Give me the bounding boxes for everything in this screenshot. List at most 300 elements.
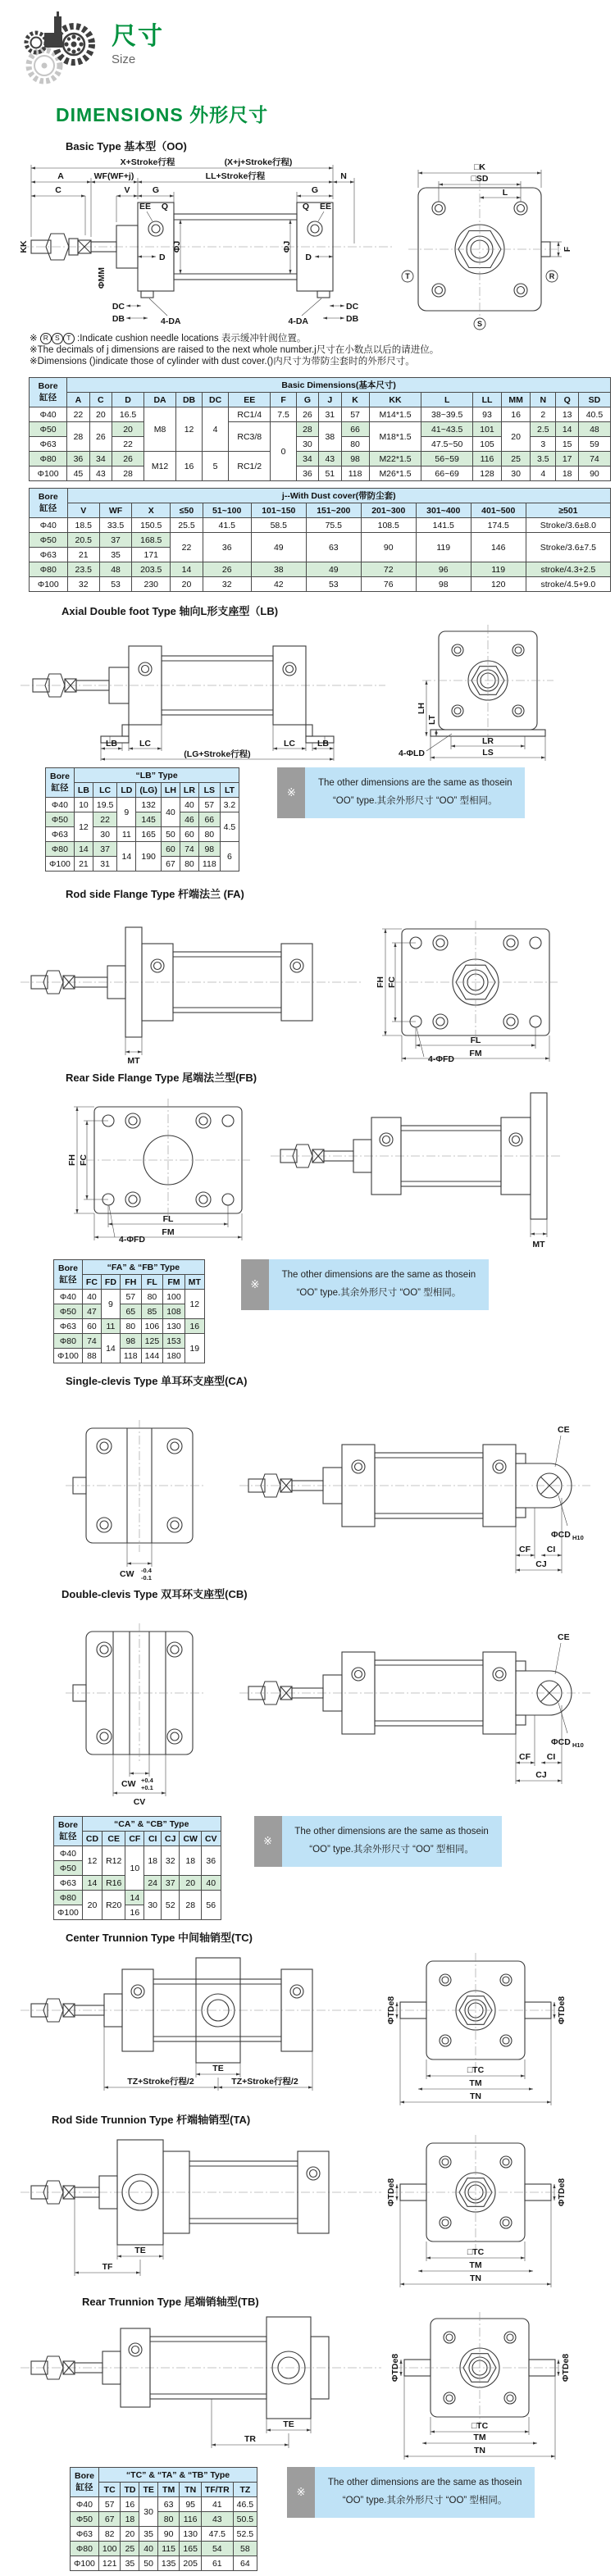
table-cell: Φ50: [71, 2512, 99, 2527]
column-header: LR: [180, 783, 198, 798]
dim-label-te: TE: [283, 2419, 294, 2429]
note-line-2: “OO” type.其余外形尺寸 “OO” 型相同。: [296, 1287, 462, 1298]
table-cell: 26: [296, 407, 318, 422]
fb-dimension-labels: [67, 1154, 545, 1249]
bore-column-header: Bore 缸径: [46, 768, 75, 798]
cb-side-view: [239, 1652, 590, 1734]
note-line-2: “OO” type.其余外形尺寸 “OO” 型相同。: [332, 795, 498, 806]
dim-label-fh: FH: [67, 1154, 77, 1166]
table-cell: 43: [319, 452, 341, 467]
table-cell: Φ40: [46, 798, 75, 812]
circled-t: T: [63, 333, 75, 344]
table-cell: 165: [136, 827, 162, 842]
dimension-table: [70, 2467, 257, 2571]
table-cell: Φ40: [71, 2497, 99, 2512]
column-header: TN: [180, 2483, 202, 2497]
table-cell: 41~43.5: [421, 422, 473, 437]
page-header: [0, 0, 615, 93]
table-cell: Stroke/3.6±7.5: [526, 533, 610, 562]
dim-label-td: ΦTDe8: [557, 2178, 567, 2207]
cushion-r-label: R: [549, 272, 555, 280]
table-cell: 25.5: [171, 518, 203, 533]
dim-label-tm: TM: [473, 2433, 486, 2442]
table-cell: Φ80: [30, 452, 67, 467]
table-cell: 16: [184, 1319, 204, 1334]
table-cell: 43: [201, 2512, 233, 2527]
table-cell: 9: [101, 1290, 120, 1319]
oo-drawing: [16, 155, 599, 331]
note-box: [241, 1259, 489, 1310]
ca-drawing: [16, 1391, 599, 1582]
table-cell: 41: [201, 2497, 233, 2512]
dim-label-mt: MT: [127, 1056, 140, 1066]
table-cell: 0: [271, 422, 296, 481]
ca-dimension-labels: [120, 1425, 584, 1582]
section-title-lb: Axial Double foot Type 轴向L形支座型（LB): [61, 605, 279, 617]
table-cell: M18*1.5: [369, 422, 421, 452]
dim-label-mm: ΦMM: [97, 266, 107, 289]
table-cell: 12: [82, 1846, 102, 1876]
table-cell: 14: [101, 1334, 120, 1363]
dim-label-tz: TZ+Stroke行程/2: [127, 2077, 194, 2087]
dim-label-dc: DC: [112, 302, 125, 312]
basic-dimensions-table: [29, 377, 615, 481]
dim-label-te: TE: [212, 2064, 224, 2073]
table-row: [46, 798, 239, 812]
column-header: C: [89, 393, 112, 407]
ca-bracket-face-view: [66, 1420, 205, 1552]
table-cell: 205: [180, 2556, 202, 2571]
table-cell: 47: [82, 1304, 101, 1319]
table-cell: 20: [502, 422, 531, 452]
dim-label-tc: □TC: [471, 2421, 489, 2431]
note-text: [315, 2467, 535, 2518]
column-header: G: [296, 393, 318, 407]
section-title-tb: Rear Trunnion Type 尾端销轴型(TB): [82, 2296, 259, 2308]
table-cell: Φ50: [30, 533, 68, 548]
column-header: F: [271, 393, 296, 407]
table-cell: 14: [171, 562, 203, 577]
tc-dimension-labels: [127, 1996, 567, 2101]
table-cell: Φ80: [71, 2542, 99, 2556]
dim-label-a: A: [57, 171, 64, 181]
table-cell: 20: [112, 422, 144, 437]
table-cell: 58.5: [251, 518, 306, 533]
table-cell: M12: [144, 452, 176, 481]
cb-bracket-face-view: [66, 1623, 205, 1764]
table-cell: 101: [472, 422, 501, 437]
table-cell: 40: [139, 2542, 157, 2556]
dim-label-tc: □TC: [467, 2065, 485, 2075]
dim-label-lc: LC: [139, 739, 151, 749]
column-header: TC: [98, 2483, 121, 2497]
dim-label-sd: □SD: [471, 174, 489, 184]
table-cell: 64: [233, 2556, 257, 2571]
tatb-table: [70, 2467, 257, 2571]
dim-label-q: Q: [161, 202, 169, 212]
table-cell: 116: [180, 2512, 202, 2527]
table-cell: 58: [233, 2542, 257, 2556]
fa-dimension-lines: [125, 929, 549, 1058]
table-cell: 67: [98, 2512, 121, 2527]
dimension-table: [53, 1259, 205, 1363]
column-header: LD: [117, 783, 136, 798]
table-cell: 118: [120, 1349, 141, 1363]
dim-label-kk: KK: [19, 240, 29, 253]
table-cell: 5: [203, 452, 229, 481]
note-text: [282, 1816, 502, 1867]
column-header: 401~500: [471, 503, 526, 518]
table-cell: 28: [296, 422, 318, 437]
table-row: [46, 812, 239, 827]
fafb-table-row: [53, 1259, 615, 1363]
table-row: [30, 562, 611, 577]
dim-label-cd-fit: H10: [572, 1534, 584, 1541]
table-cell: 37: [93, 842, 116, 857]
column-header: J: [319, 393, 341, 407]
fb-side-view: [271, 1093, 562, 1219]
dim-label-tf: TF: [102, 2262, 113, 2272]
table-cell: 3: [531, 437, 556, 452]
table-cell: Φ100: [71, 2556, 99, 2571]
column-header: LB: [74, 783, 93, 798]
table-cell: 4: [531, 467, 556, 481]
bore-column-header: Bore 缸径: [30, 378, 67, 407]
table-cell: 6: [220, 842, 239, 872]
table-cell: 2: [531, 407, 556, 422]
column-header: MM: [502, 393, 531, 407]
dim-label-fm: FM: [469, 1049, 482, 1058]
note-line-2: “OO” type.其余外形尺寸 “OO” 型相同。: [309, 1844, 474, 1855]
table-cell: 98: [198, 842, 220, 857]
dim-label-tc: □TC: [467, 2247, 485, 2257]
table-cell: 37: [99, 533, 131, 548]
table-row: [30, 452, 611, 467]
table-cell: 168.5: [132, 533, 171, 548]
ta-dimension-labels: [102, 2178, 567, 2283]
table-cell: 98: [416, 577, 471, 592]
dim-label-fd: 4-ΦFD: [428, 1054, 454, 1064]
table-cell: 22: [112, 437, 144, 452]
note-text: [269, 1259, 489, 1310]
table-cell: 95: [180, 2497, 202, 2512]
cb-dimension-labels: [121, 1632, 584, 1807]
dim-label-fl: FL: [470, 1035, 481, 1045]
table-cell: 171: [132, 548, 171, 562]
table-cell: 20: [89, 407, 112, 422]
table-cell: Φ40: [54, 1846, 83, 1861]
table-cell: 66: [341, 422, 369, 437]
dim-label-td: ΦTDe8: [386, 1996, 396, 2025]
column-header: KK: [369, 393, 421, 407]
table-cell: 36: [203, 533, 251, 562]
table-cell: 145: [136, 812, 162, 827]
dim-label-cw-tol-upper: -0.4: [141, 1567, 152, 1574]
column-header: K: [341, 393, 369, 407]
table-cell: 23.5: [67, 562, 99, 577]
table-cell: 34: [296, 452, 318, 467]
dim-label-cf: CF: [519, 1752, 531, 1762]
table-cell: 98: [341, 452, 369, 467]
dim-label-tz: TZ+Stroke行程/2: [231, 2077, 298, 2087]
dim-label-wf: WF(WF+j): [93, 171, 134, 181]
column-header: CE: [102, 1832, 125, 1846]
fb-dimension-lines: [77, 1107, 547, 1237]
table-cell: 116: [472, 452, 501, 467]
column-header: FD: [101, 1275, 120, 1290]
table-cell: 32: [162, 1846, 180, 1876]
section-title-ca: Single-clevis Type 单耳环支座型(CA): [66, 1375, 248, 1387]
table-cell: 63: [306, 533, 361, 562]
dimension-table: [45, 767, 239, 872]
table-cell: 26: [112, 452, 144, 467]
table-cell: 42: [251, 577, 306, 592]
table-cell: 22: [171, 533, 203, 562]
table-cell: 28: [67, 422, 89, 452]
table-cell: 90: [578, 467, 610, 481]
dim-label-da: 4-DA: [288, 316, 308, 326]
column-header: LS: [198, 783, 220, 798]
tb-end-view: [394, 2312, 566, 2425]
dim-label-cd: ΦCD: [551, 1530, 571, 1540]
table-cell: 119: [416, 533, 471, 562]
table-cell: 30: [502, 467, 531, 481]
lb-end-view: [422, 625, 554, 741]
table-cell: 165: [180, 2542, 202, 2556]
table-cell: 80: [120, 1319, 141, 1334]
table-row: [54, 1846, 221, 1861]
tb-dimension-lines: [212, 2360, 558, 2456]
table-cell: 60: [82, 1319, 101, 1334]
table-cell: 47.5~50: [421, 437, 473, 452]
table-cell: Φ63: [30, 437, 67, 452]
basic-dimensions-table-wrap: [29, 377, 615, 481]
table-row: [71, 2527, 257, 2542]
tc-side-view: [20, 1958, 381, 2063]
table-cell: 190: [136, 842, 162, 872]
table-cell: 14: [82, 1876, 102, 1891]
footnote-3: ※Dimensions ()indicate those of cylinder with dust cover.()内尺寸为带防尘套时的外形尺寸。: [30, 357, 415, 366]
dim-label-ce: CE: [558, 1632, 570, 1642]
dim-label-cf: CF: [519, 1545, 531, 1554]
bore-column-header: Bore 缸径: [54, 1817, 83, 1846]
dim-label-tn: TN: [470, 2091, 481, 2101]
table-cell: 22: [93, 812, 116, 827]
dim-label-g: G: [311, 185, 319, 195]
table-title: “CA” & “CB” Type: [82, 1817, 221, 1832]
table-cell: 51: [319, 467, 341, 481]
table-cell: 30: [144, 1891, 162, 1920]
dim-label-lb: LB: [106, 739, 117, 749]
table-cell: 66: [198, 812, 220, 827]
column-header: CW: [180, 1832, 202, 1846]
tb-extension-lines: [212, 2376, 555, 2460]
dim-label-db: DB: [346, 314, 359, 324]
footnote-1-text: :Indicate cushion needle locations 表示缓冲针阀位置。: [77, 334, 307, 344]
table-cell: 16: [502, 407, 531, 422]
table-cell: 135: [157, 2556, 180, 2571]
dim-label-v: V: [124, 185, 130, 195]
table-row: [54, 1304, 205, 1319]
table-cell: 12: [74, 812, 93, 842]
cushion-t-label: T: [405, 272, 410, 280]
table-cell: Φ80: [46, 842, 75, 857]
note-text: [305, 767, 525, 818]
cacb-table-row: [53, 1816, 615, 1920]
dim-label-ci: CI: [546, 1545, 556, 1554]
page-title-en: Size: [112, 52, 136, 66]
section-title-fb: Rear Side Flange Type 尾端法兰型(FB): [66, 1072, 257, 1084]
table-cell: 100: [98, 2542, 121, 2556]
table-cell: 60: [161, 842, 180, 857]
table-row: [30, 518, 611, 533]
column-header: SD: [578, 393, 610, 407]
dim-label-lc: LC: [284, 739, 295, 749]
note-line-1: The other dimensions are the same as thosein: [281, 1270, 476, 1280]
table-cell: 25: [121, 2542, 139, 2556]
table-cell: 56~59: [421, 452, 473, 467]
table-row: [30, 407, 611, 422]
dim-label-ce: CE: [558, 1425, 570, 1435]
column-header: WF: [99, 503, 131, 518]
note-box: [287, 2467, 535, 2518]
table-cell: R12: [102, 1846, 125, 1876]
column-header: ≤50: [171, 503, 203, 518]
table-cell: 128: [472, 467, 501, 481]
table-cell: 203.5: [132, 562, 171, 577]
table-cell: Φ63: [30, 548, 68, 562]
table-cell: 96: [416, 562, 471, 577]
table-cell: 34: [89, 452, 112, 467]
table-cell: 13: [556, 407, 578, 422]
column-header: FH: [120, 1275, 141, 1290]
table-cell: 38: [251, 562, 306, 577]
table-cell: 50: [161, 827, 180, 842]
bore-column-header: Bore 缸径: [30, 489, 68, 518]
fb-drawing: [16, 1086, 599, 1254]
note-marker: ※: [254, 1816, 282, 1867]
table-cell: Φ63: [54, 1319, 83, 1334]
dim-label-tm: TM: [469, 2260, 482, 2270]
dust-cover-table: [29, 488, 615, 592]
column-header: FL: [141, 1275, 163, 1290]
table-cell: 98: [120, 1334, 141, 1349]
table-cell: 19: [184, 1334, 204, 1363]
table-cell: Φ80: [54, 1334, 83, 1349]
dim-label-lt: LT: [427, 714, 437, 726]
column-header: CJ: [162, 1832, 180, 1846]
table-cell: 125: [141, 1334, 163, 1349]
table-cell: 14: [125, 1891, 144, 1905]
table-cell: R16: [102, 1876, 125, 1891]
table-cell: 230: [132, 577, 171, 592]
table-cell: 115: [157, 2542, 180, 2556]
table-cell: 14: [556, 422, 578, 437]
table-cell: 75.5: [306, 518, 361, 533]
table-cell: 72: [361, 562, 416, 577]
bore-column-header: Bore 缸径: [54, 1260, 83, 1290]
table-cell: 36: [67, 452, 89, 467]
cb-drawing: [16, 1603, 599, 1809]
table-cell: 90: [361, 533, 416, 562]
table-cell: Φ80: [54, 1891, 83, 1905]
lb-table-row: [45, 767, 615, 872]
column-header: LT: [220, 783, 239, 798]
table-cell: 35: [139, 2527, 157, 2542]
table-cell: 150.5: [132, 518, 171, 533]
ca-dimension-lines: [127, 1555, 562, 1570]
table-cell: 35: [121, 2556, 139, 2571]
dim-label-j: ΦJ: [172, 240, 182, 253]
lb-drawing: [16, 621, 599, 762]
table-cell: 33.5: [99, 518, 131, 533]
table-cell: 25: [502, 452, 531, 467]
table-cell: 74: [180, 842, 198, 857]
table-cell: 15: [556, 437, 578, 452]
fb-flange-face-view: [86, 1099, 250, 1222]
table-cell: 53: [99, 577, 131, 592]
table-cell: 153: [163, 1334, 185, 1349]
note-box: [254, 1816, 502, 1867]
table-cell: 108: [163, 1304, 185, 1319]
table-cell: 63: [157, 2497, 180, 2512]
table-cell: 28: [112, 467, 144, 481]
dimension-table: [29, 488, 611, 592]
table-cell: 108.5: [361, 518, 416, 533]
table-cell: 57: [341, 407, 369, 422]
table-cell: 26: [203, 562, 251, 577]
dim-label-fc: FC: [387, 976, 397, 988]
dim-label-tm: TM: [469, 2078, 482, 2088]
table-cell: 90: [157, 2527, 180, 2542]
dim-label-g: G: [152, 185, 160, 195]
tc-end-view: [390, 1953, 562, 2068]
table-cell: 93: [472, 407, 501, 422]
table-cell: 41.5: [203, 518, 251, 533]
table-row: [71, 2556, 257, 2571]
table-title: “FA” & “FB” Type: [82, 1260, 204, 1275]
table-cell: 120: [471, 577, 526, 592]
note-line-2: “OO” type.其余外形尺寸 “OO” 型相同。: [342, 2495, 508, 2505]
dim-label-cw-tol-lower: +0.1: [141, 1784, 153, 1791]
table-cell: 3.5: [531, 452, 556, 467]
table-cell: 12: [184, 1290, 204, 1319]
column-header: X: [132, 503, 171, 518]
dim-label-cw-tol-upper: +0.4: [141, 1777, 153, 1784]
dim-label-c: C: [55, 185, 61, 195]
table-cell: 11: [117, 827, 136, 842]
table-cell: 40: [180, 798, 198, 812]
dim-label-cj: CJ: [535, 1559, 547, 1569]
dim-label-cw: CW: [121, 1779, 136, 1789]
dim-label-n: N: [340, 171, 347, 181]
table-cell: 36: [296, 467, 318, 481]
dim-label-fc: FC: [79, 1154, 89, 1166]
cb-extension-lines: [113, 1643, 567, 1796]
lb-extension-lines: [101, 715, 545, 761]
note-line-1: The other dimensions are the same as thosein: [294, 1827, 489, 1836]
table-cell: 146: [471, 533, 526, 562]
table-cell: 52.5: [233, 2527, 257, 2542]
column-header: DB: [176, 393, 203, 407]
column-header: LH: [161, 783, 180, 798]
column-header: LC: [93, 783, 116, 798]
table-cell: 132: [136, 798, 162, 812]
table-cell: 85: [141, 1304, 163, 1319]
footnote-2: ※The decimals of j dimensions are raised to the next whole number.j尺寸在小数点以后的请进位。: [30, 345, 440, 355]
table-cell: 2.5: [531, 422, 556, 437]
table-cell: 31: [319, 407, 341, 422]
